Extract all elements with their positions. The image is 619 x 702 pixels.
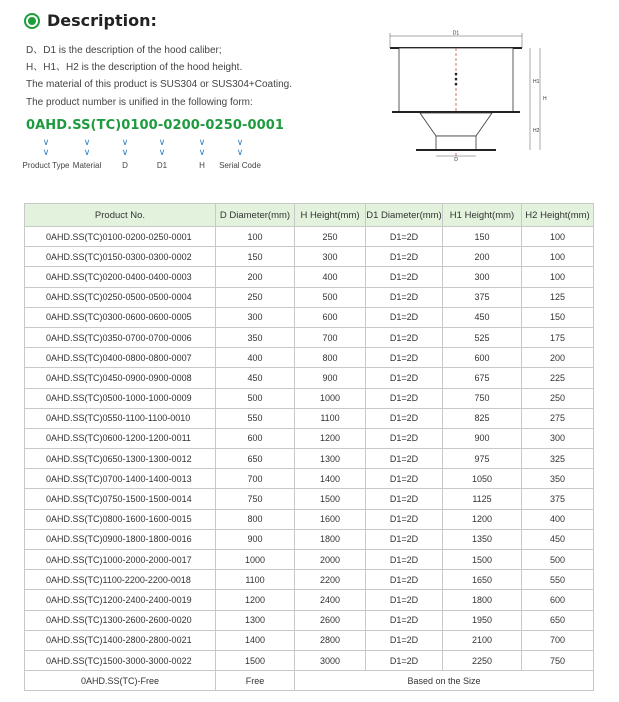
description-line: The product number is unified in the following form: <box>26 96 253 108</box>
table-cell: 1350 <box>443 529 522 549</box>
column-header: H1 Height(mm) <box>443 204 522 227</box>
table-cell: 750 <box>522 650 594 670</box>
table-cell: 900 <box>216 529 295 549</box>
table-cell: D1=2D <box>366 247 443 267</box>
table-cell: 0AHD.SS(TC)0350-0700-0700-0006 <box>25 327 216 347</box>
table-row <box>25 287 594 307</box>
hood-outlet <box>436 136 476 150</box>
table-cell: 2800 <box>295 630 366 650</box>
table-footer-row <box>25 671 594 691</box>
table-cell: 675 <box>443 368 522 388</box>
legend-item: ∨ ∨ H <box>198 137 206 170</box>
table-cell: 325 <box>522 449 594 469</box>
table-cell: 125 <box>522 287 594 307</box>
table-cell: 250 <box>295 227 366 247</box>
description-line: H、H1、H2 is the description of the hood height. <box>26 62 243 74</box>
product-table <box>24 203 594 691</box>
chevron-down-icon: ∨ ∨ <box>121 137 129 157</box>
table-cell: 0AHD.SS(TC)0250-0500-0500-0004 <box>25 287 216 307</box>
table-cell: 1650 <box>443 570 522 590</box>
table-cell: 2200 <box>295 570 366 590</box>
table-row <box>25 570 594 590</box>
table-cell: 600 <box>295 307 366 327</box>
table-cell: 400 <box>216 348 295 368</box>
table-cell: 300 <box>216 307 295 327</box>
table-cell: 1125 <box>443 489 522 509</box>
table-cell: D1=2D <box>366 307 443 327</box>
table-cell: 450 <box>522 529 594 549</box>
table-cell: 800 <box>295 348 366 368</box>
section-heading <box>24 11 157 30</box>
table-cell: 300 <box>443 267 522 287</box>
code-legend <box>0 137 300 170</box>
hood-diagram <box>380 28 560 163</box>
table-cell: 550 <box>216 408 295 428</box>
table-row <box>25 368 594 388</box>
table-cell: 150 <box>216 247 295 267</box>
column-header: Product No. <box>25 204 216 227</box>
table-cell: 0AHD.SS(TC)1100-2200-2200-0018 <box>25 570 216 590</box>
table-cell: 1200 <box>295 428 366 448</box>
table-cell: 1400 <box>216 630 295 650</box>
table-body <box>25 227 594 671</box>
footer-diameter: Free <box>216 671 295 691</box>
table-cell: 800 <box>216 509 295 529</box>
table-cell: D1=2D <box>366 489 443 509</box>
table-row <box>25 509 594 529</box>
description-line: The material of this product is SUS304 or SUS304+Coating. <box>26 79 292 91</box>
table-cell: 600 <box>522 590 594 610</box>
table-cell: 375 <box>522 489 594 509</box>
table-cell: 650 <box>522 610 594 630</box>
label-h: H <box>543 96 547 102</box>
table-cell: 1050 <box>443 469 522 489</box>
table-cell: 1000 <box>216 550 295 570</box>
table-cell: 375 <box>443 287 522 307</box>
table-cell: D1=2D <box>366 388 443 408</box>
table-cell: 0AHD.SS(TC)0750-1500-1500-0014 <box>25 489 216 509</box>
table-cell: 1200 <box>216 590 295 610</box>
table-cell: D1=2D <box>366 227 443 247</box>
table-cell: 200 <box>443 247 522 267</box>
table-row <box>25 307 594 327</box>
table-cell: D1=2D <box>366 509 443 529</box>
table-cell: 0AHD.SS(TC)0550-1100-1100-0010 <box>25 408 216 428</box>
table-cell: 0AHD.SS(TC)0700-1400-1400-0013 <box>25 469 216 489</box>
table-cell: 700 <box>522 630 594 650</box>
table-cell: 225 <box>522 368 594 388</box>
footer-product: 0AHD.SS(TC)-Free <box>25 671 216 691</box>
table-row <box>25 428 594 448</box>
table-cell: 1500 <box>295 489 366 509</box>
table-cell: 350 <box>216 327 295 347</box>
table-row <box>25 590 594 610</box>
table-row <box>25 489 594 509</box>
table-cell: 900 <box>295 368 366 388</box>
label-h1: H1 <box>533 79 540 85</box>
table-cell: 900 <box>443 428 522 448</box>
table-row <box>25 388 594 408</box>
table-row <box>25 247 594 267</box>
table-cell: 500 <box>216 388 295 408</box>
table-cell: 150 <box>443 227 522 247</box>
table-row <box>25 610 594 630</box>
table-cell: D1=2D <box>366 550 443 570</box>
table-cell: 975 <box>443 449 522 469</box>
table-cell: 750 <box>216 489 295 509</box>
table-cell: 275 <box>522 408 594 428</box>
legend-item: ∨ ∨ Serial Code <box>219 137 261 170</box>
table-row <box>25 529 594 549</box>
label-h2: H2 <box>533 128 540 134</box>
table-cell: 700 <box>295 327 366 347</box>
table-header-row <box>25 204 594 227</box>
table-row <box>25 650 594 670</box>
product-code-example: 0AHD.SS(TC)0100-0200-0250-0001 <box>26 118 285 133</box>
table-cell: 300 <box>295 247 366 267</box>
table-cell: 0AHD.SS(TC)0450-0900-0900-0008 <box>25 368 216 388</box>
table-cell: D1=2D <box>366 590 443 610</box>
table-cell: 400 <box>295 267 366 287</box>
table-cell: D1=2D <box>366 570 443 590</box>
table-cell: D1=2D <box>366 529 443 549</box>
table-cell: 1800 <box>295 529 366 549</box>
table-cell: 600 <box>443 348 522 368</box>
table-cell: 2100 <box>443 630 522 650</box>
legend-item: ∨ ∨ Product Type <box>22 137 70 170</box>
table-cell: D1=2D <box>366 287 443 307</box>
table-cell: 1100 <box>216 570 295 590</box>
table-cell: 0AHD.SS(TC)0150-0300-0300-0002 <box>25 247 216 267</box>
label-d: D <box>454 157 458 163</box>
table-cell: 400 <box>522 509 594 529</box>
table-row <box>25 469 594 489</box>
table-cell: 200 <box>216 267 295 287</box>
table-cell: 1500 <box>216 650 295 670</box>
column-header: H2 Height(mm) <box>522 204 594 227</box>
table-cell: 100 <box>522 227 594 247</box>
table-cell: 250 <box>216 287 295 307</box>
table-cell: 825 <box>443 408 522 428</box>
table-cell: D1=2D <box>366 610 443 630</box>
table-cell: 2400 <box>295 590 366 610</box>
column-header: D Diameter(mm) <box>216 204 295 227</box>
table-cell: 300 <box>522 428 594 448</box>
table-cell: 500 <box>522 550 594 570</box>
table-cell: 1300 <box>295 449 366 469</box>
table-cell: D1=2D <box>366 650 443 670</box>
table-cell: 1200 <box>443 509 522 529</box>
table-cell: D1=2D <box>366 408 443 428</box>
table-cell: 350 <box>522 469 594 489</box>
table-cell: 0AHD.SS(TC)0500-1000-1000-0009 <box>25 388 216 408</box>
chevron-down-icon: ∨ ∨ <box>236 137 244 157</box>
table-cell: 500 <box>295 287 366 307</box>
table-cell: 150 <box>522 307 594 327</box>
table-cell: 0AHD.SS(TC)1400-2800-2800-0021 <box>25 630 216 650</box>
column-header: H Height(mm) <box>295 204 366 227</box>
column-header: D1 Diameter(mm) <box>366 204 443 227</box>
table-cell: D1=2D <box>366 267 443 287</box>
table-cell: 600 <box>216 428 295 448</box>
table-cell: 450 <box>443 307 522 327</box>
footer-note: Based on the Size <box>295 671 594 691</box>
table-cell: D1=2D <box>366 630 443 650</box>
table-cell: D1=2D <box>366 368 443 388</box>
table-cell: 3000 <box>295 650 366 670</box>
table-cell: 0AHD.SS(TC)0900-1800-1800-0016 <box>25 529 216 549</box>
table-cell: 175 <box>522 327 594 347</box>
table-cell: 450 <box>216 368 295 388</box>
table-row <box>25 449 594 469</box>
table-cell: 0AHD.SS(TC)0400-0800-0800-0007 <box>25 348 216 368</box>
table-row <box>25 227 594 247</box>
table-cell: 2000 <box>295 550 366 570</box>
heading-title: Description: <box>47 11 157 30</box>
chevron-down-icon: ∨ ∨ <box>158 137 166 157</box>
table-cell: 100 <box>522 267 594 287</box>
table-cell: 100 <box>216 227 295 247</box>
table-cell: 0AHD.SS(TC)1300-2600-2600-0020 <box>25 610 216 630</box>
legend-item: ∨ ∨ D <box>121 137 129 170</box>
table-cell: 1000 <box>295 388 366 408</box>
table-cell: 2250 <box>443 650 522 670</box>
table-cell: 0AHD.SS(TC)0300-0600-0600-0005 <box>25 307 216 327</box>
chevron-down-icon: ∨ ∨ <box>42 137 50 157</box>
legend-item: ∨ ∨ Material <box>72 137 102 170</box>
table-cell: 2600 <box>295 610 366 630</box>
table-cell: D1=2D <box>366 327 443 347</box>
table-cell: 1950 <box>443 610 522 630</box>
table-cell: 1800 <box>443 590 522 610</box>
table-cell: 0AHD.SS(TC)0650-1300-1300-0012 <box>25 449 216 469</box>
chevron-down-icon: ∨ ∨ <box>198 137 206 157</box>
table-cell: 1400 <box>295 469 366 489</box>
table-cell: 0AHD.SS(TC)1500-3000-3000-0022 <box>25 650 216 670</box>
table-cell: D1=2D <box>366 449 443 469</box>
table-cell: 0AHD.SS(TC)0100-0200-0250-0001 <box>25 227 216 247</box>
hood-cone <box>420 113 492 136</box>
table-cell: 650 <box>216 449 295 469</box>
table-cell: D1=2D <box>366 469 443 489</box>
table-cell: D1=2D <box>366 348 443 368</box>
description-block <box>26 42 292 111</box>
table-cell: 1600 <box>295 509 366 529</box>
table-cell: 550 <box>522 570 594 590</box>
table-row <box>25 630 594 650</box>
table-cell: 0AHD.SS(TC)1000-2000-2000-0017 <box>25 550 216 570</box>
table-cell: 0AHD.SS(TC)0800-1600-1600-0015 <box>25 509 216 529</box>
table-row <box>25 327 594 347</box>
table-cell: 0AHD.SS(TC)1200-2400-2400-0019 <box>25 590 216 610</box>
table-cell: 0AHD.SS(TC)0600-1200-1200-0011 <box>25 428 216 448</box>
table-cell: 100 <box>522 247 594 267</box>
chevron-down-icon: ∨ ∨ <box>83 137 91 157</box>
bullet-icon <box>24 13 40 29</box>
table-cell: D1=2D <box>366 428 443 448</box>
table-row <box>25 550 594 570</box>
table-cell: 750 <box>443 388 522 408</box>
table-cell: 250 <box>522 388 594 408</box>
table-row <box>25 408 594 428</box>
table-cell: 0AHD.SS(TC)0200-0400-0400-0003 <box>25 267 216 287</box>
table-cell: 1100 <box>295 408 366 428</box>
table-row <box>25 348 594 368</box>
table-cell: 200 <box>522 348 594 368</box>
description-line: D、D1 is the description of the hood caliber; <box>26 45 222 56</box>
legend-item: ∨ ∨ D1 <box>156 137 168 170</box>
label-d1: D1 <box>452 30 460 37</box>
table-cell: 1500 <box>443 550 522 570</box>
table-cell: 700 <box>216 469 295 489</box>
table-row <box>25 267 594 287</box>
table-cell: 525 <box>443 327 522 347</box>
table-cell: 1300 <box>216 610 295 630</box>
